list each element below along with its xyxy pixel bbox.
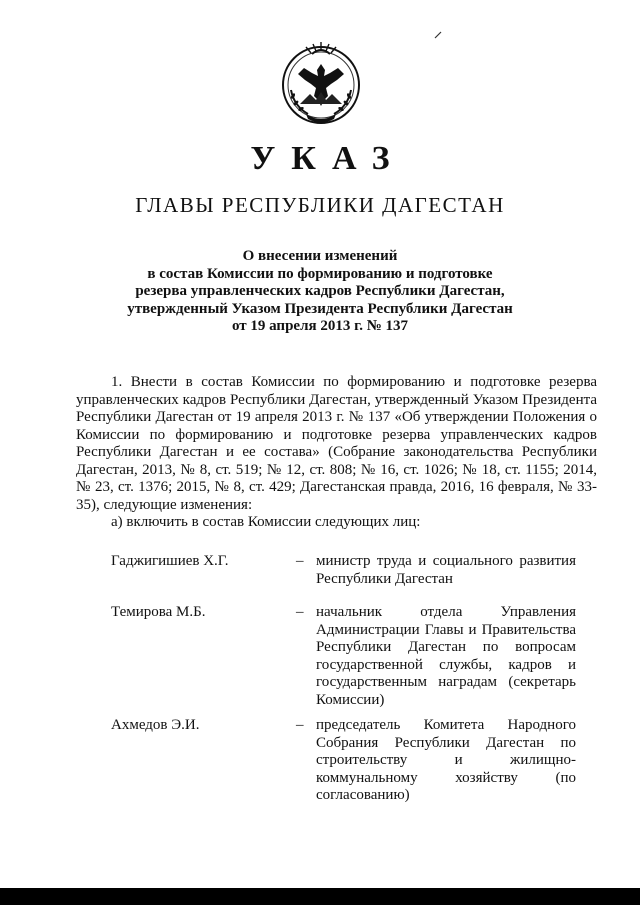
document-heading: [100, 248, 540, 336]
member-position: министр труда и социального развития Республики Дагестан: [316, 553, 576, 587]
issuer-title: ГЛАВЫ РЕСПУБЛИКИ ДАГЕСТАН: [135, 193, 505, 217]
item-a: а) включить в состав Комиссии следующих лиц:: [111, 514, 421, 530]
paragraph-1: 1. Внести в состав Комиссии по формированию и подготовке резерва управленческих кадров Республики Дагестан, утвержденный Указом Президента Республики Дагестан от 19 апреля 2013 г. № 137 «Об утверждении Положения о Комиссии по формированию и подготовке резерва управленческих кадров Республики Дагестан и ее состава» (Собрание законодательства Республики Дагестан, 2013, № 8, ст. 519; № 12, ст. 808; № 16, ст. 1026; № 18, ст. 1155; 2014, № 23, ст. 1376; 2015, № 8, ст. 429; Дагестанская правда, 2016, 16 февраля, № 33-35), следующие изменения:: [76, 374, 597, 513]
heading-line: в состав Комиссии по формированию и подготовке: [147, 265, 493, 282]
member-name: Темирова М.Б.: [111, 604, 206, 620]
heading-line: утвержденный Указом Президента Республики Дагестан: [127, 300, 513, 317]
member-dash: –: [296, 604, 304, 620]
heading-line: резерва управленческих кадров Республики Дагестан,: [135, 283, 505, 299]
document-body: [76, 374, 597, 532]
coat-of-arms-icon: [278, 40, 364, 126]
member-dash: –: [296, 553, 304, 569]
heading-line: О внесении изменений: [242, 248, 398, 264]
member-position: председатель Комитета Народного Собрания Республики Дагестан по строительству и жилищно-коммунальному хозяйству (по согласованию): [316, 717, 576, 803]
member-name: Ахмедов Э.И.: [111, 717, 200, 733]
scan-edge-bar: [0, 888, 640, 905]
document-type-title: УКАЗ: [250, 140, 406, 177]
scan-mark-icon: [434, 31, 442, 39]
member-name: Гаджигишиев Х.Г.: [111, 553, 229, 569]
member-position: начальник отдела Управления Администрации Главы и Правительства Республики Дагестан по вопросам государственной службы, кадров и государственным наградам (секретарь Комиссии): [316, 604, 576, 708]
member-dash: –: [296, 717, 304, 733]
heading-line: от 19 апреля 2013 г. № 137: [231, 318, 409, 334]
